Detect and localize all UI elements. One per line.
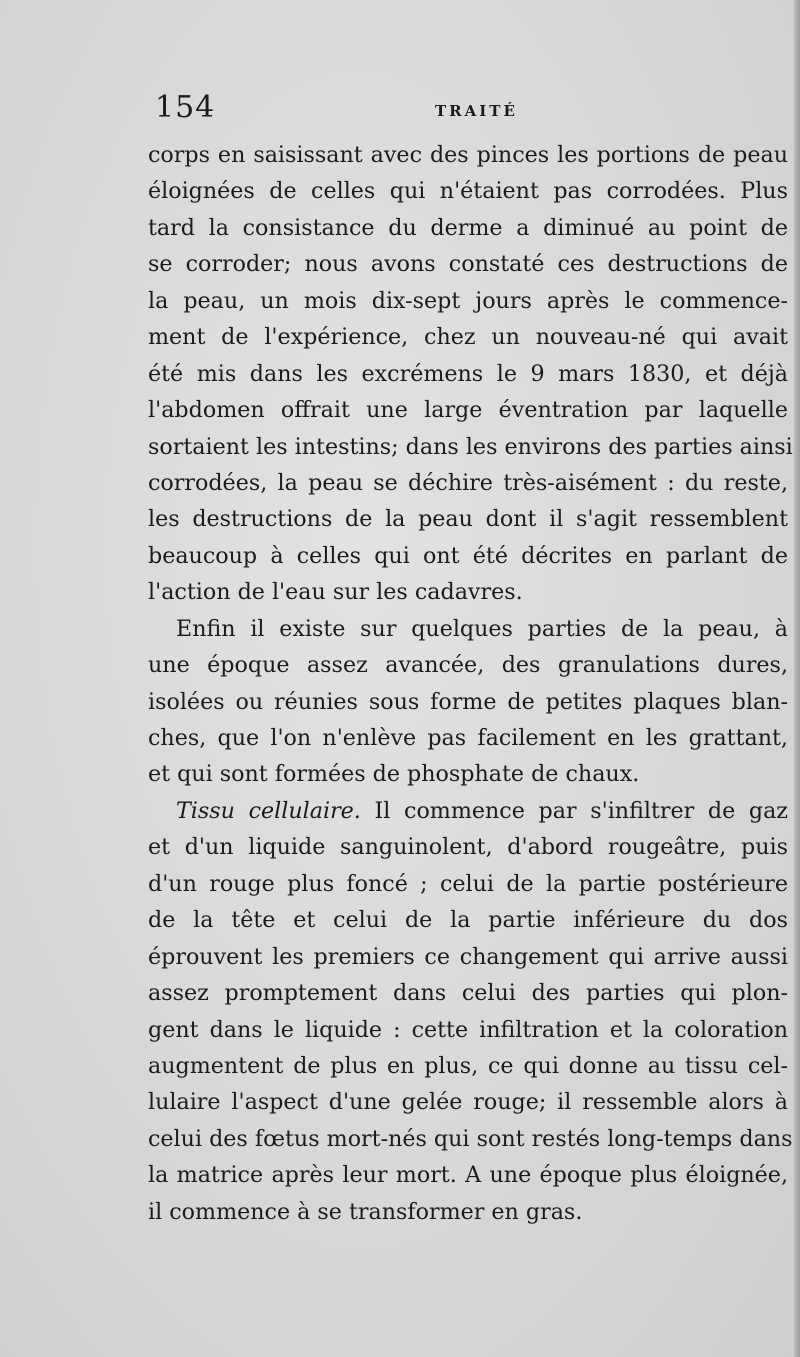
text-line: la peau, un mois dix-sept jours après le commence-: [148, 287, 788, 314]
text-line: et qui sont formées de phosphate de chaux.: [148, 761, 640, 788]
page-number: 154: [155, 90, 216, 125]
text-line: beaucoup à celles qui ont été décrites en parlant de: [148, 542, 788, 569]
text-line: été mis dans les excrémens le 9 mars 1830, et déjà: [148, 360, 788, 387]
text-line: sortaient les intestins; dans les environs des parties ainsi: [148, 433, 793, 460]
page-header: [155, 90, 775, 130]
paragraph-2: [148, 611, 788, 793]
section-heading: Tissu cellulaire.: [176, 797, 361, 824]
text-line: Enfin il existe sur quelques parties de la peau, à: [176, 615, 788, 642]
text-line: augmentent de plus en plus, ce qui donne au tissu cel-: [148, 1052, 788, 1079]
paragraph-3: [148, 793, 793, 1230]
body-text: [148, 137, 793, 1230]
text-line: ches, que l'on n'enlève pas facilement en les grattant,: [148, 725, 788, 751]
running-head: TRAITÉ: [435, 102, 518, 120]
text-line: de la tête et celui de la partie inférieure du dos: [148, 907, 788, 934]
text-line: l'action de l'eau sur les cadavres.: [148, 579, 523, 606]
text-line: ment de l'expérience, chez un nouveau-né qui avait: [148, 324, 788, 351]
text-line: éloignées de celles qui n'étaient pas corrodées. Plus: [148, 178, 788, 205]
text-line: les destructions de la peau dont il s'agit ressemblent: [148, 506, 788, 533]
paragraph-1: [148, 137, 793, 611]
text-line: la matrice après leur mort. A une époque plus éloignée,: [148, 1162, 788, 1189]
text-line: une époque assez avancée, des granulations dures,: [148, 652, 788, 679]
text-line: d'un rouge plus foncé ; celui de la partie postérieure: [148, 870, 788, 897]
text-span: Il commence par s'infiltrer de gaz: [374, 797, 788, 824]
text-line: celui des fœtus mort-nés qui sont restés long-temps dans: [148, 1125, 793, 1152]
text-line: l'abdomen offrait une large éventration par laquelle: [148, 397, 788, 424]
text-line: se corroder; nous avons constaté ces destructions de: [148, 251, 788, 278]
text-line: lulaire l'aspect d'une gelée rouge; il ressemble alors à: [148, 1089, 788, 1116]
text-line: [148, 793, 788, 829]
text-line: isolées ou réunies sous forme de petites plaques blan-: [148, 688, 788, 715]
text-line: il commence à se transformer en gras.: [148, 1198, 583, 1225]
text-line: et d'un liquide sanguinolent, d'abord rougeâtre, puis: [148, 834, 788, 861]
text-line: éprouvent les premiers ce changement qui arrive aussi: [148, 943, 788, 970]
text-line: assez promptement dans celui des parties qui plon-: [148, 980, 788, 1007]
text-line: corrodées, la peau se déchire très-aisément : du reste,: [148, 469, 788, 496]
text-line: tard la consistance du derme a diminué au point de: [148, 214, 788, 241]
text-line: corps en saisissant avec des pinces les portions de peau: [148, 142, 788, 168]
text-line: gent dans le liquide : cette infiltration et la coloration: [148, 1016, 788, 1043]
